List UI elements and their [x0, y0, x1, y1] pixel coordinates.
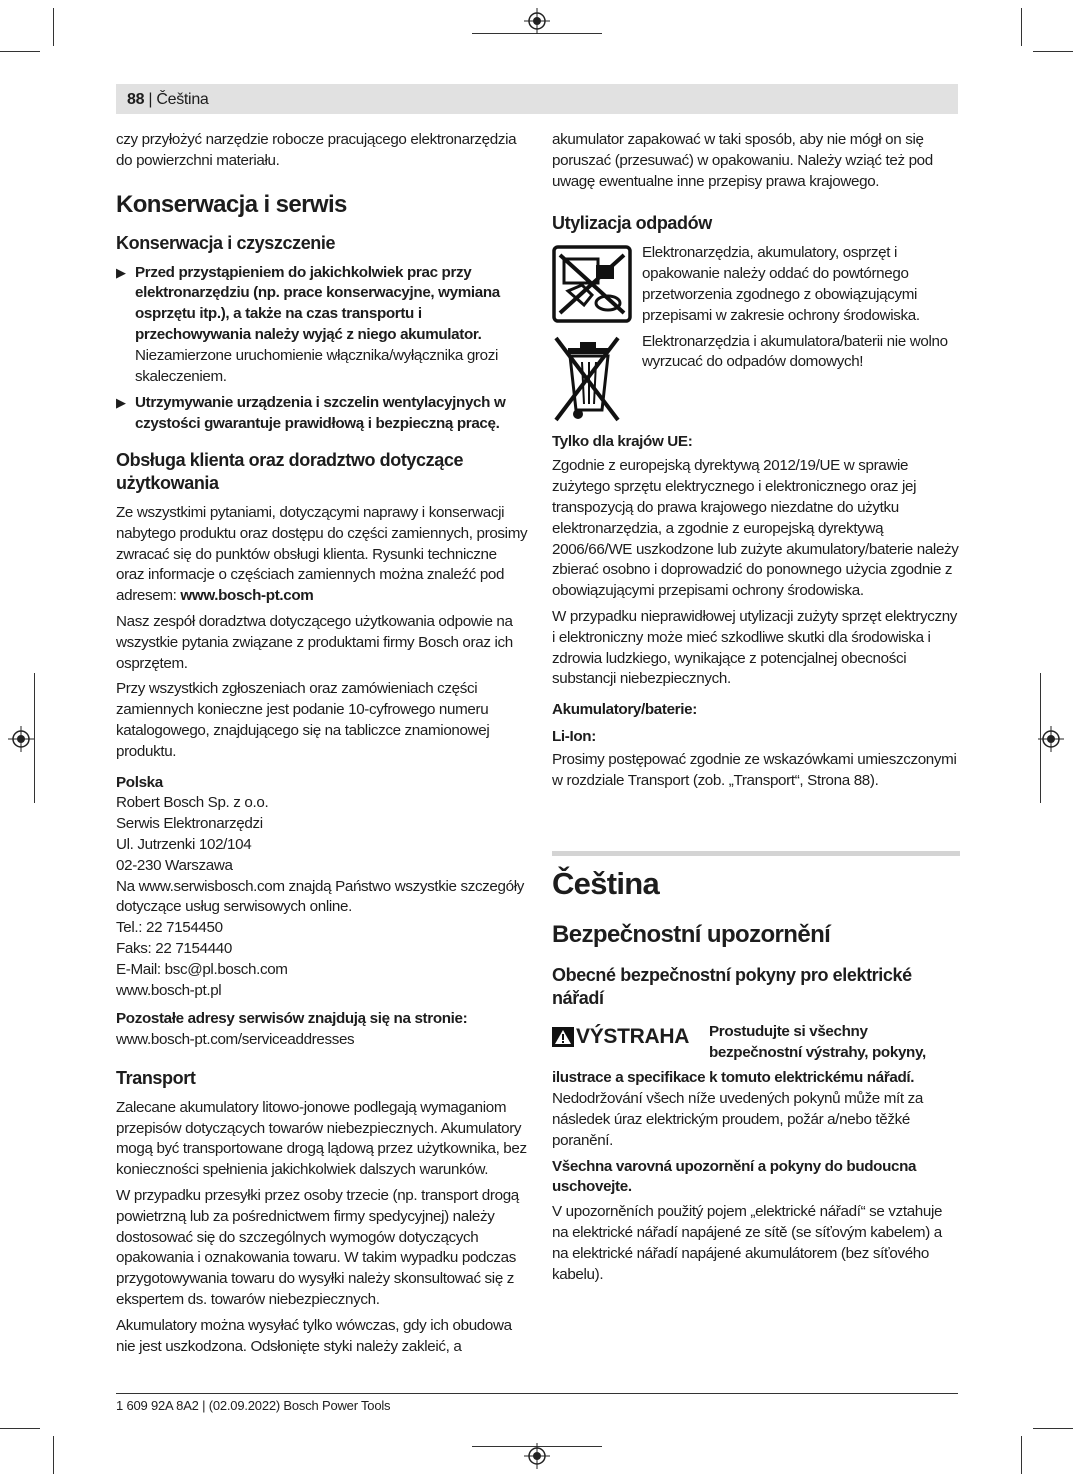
heading-maintenance-cleaning: Konserwacja i czyszczenie: [116, 232, 336, 253]
registration-target-icon: [8, 726, 34, 752]
header-separator: |: [144, 91, 157, 108]
transport-paragraph-1: Zalecane akumulatory litowo-jonowe podlegają wymaganiom przepisów dotyczących towarów niebezpiecznych. Akumulatory mogą być transportowane drogą lądową przez użytkownika, bez konieczności spełnienia jakichkolwiek dalszych warunków.: [116, 1098, 527, 1179]
address-line: Na www.serwisbosch.com znajdą Państwo wszystkie szczegóły dotyczące usług serwisowych online.: [116, 877, 524, 916]
address-line: Robert Bosch Sp. z o.o.: [116, 794, 269, 812]
intro-paragraph: czy przyłożyć narzędzie robocze pracującego elektronarzędzia do powierzchni materiału.: [116, 131, 517, 169]
crop-mark-tr-v: [1021, 8, 1022, 46]
address-line: Tel.: 22 7154450: [116, 919, 223, 937]
page-header: [127, 90, 209, 110]
crop-mark-bl-v: [53, 1436, 54, 1474]
crossed-out-wheelie-bin-icon: [552, 334, 622, 424]
registration-target-icon: [524, 1443, 550, 1469]
heading-waste-disposal: Utylizacja odpadów: [552, 213, 712, 234]
waste-paragraph-1: Elektronarzędzia, akumulatory, osprzęt i opakowanie należy oddać do powtórnego przetworzenia zgodnego z obowiązującymi przepisami w zakresie ochrony środowiska.: [642, 244, 920, 324]
heading-cestina: Čeština: [552, 866, 660, 902]
bullet-remove-battery-bold: Przed przystąpieniem do jakichkolwiek prac przy elektronarzędziu (np. prace konserwacyjne, wymiana osprzętu itp.), a także na czas transportu i przechowywania należy wyjąć z niego akumulator.: [135, 263, 500, 343]
address-line: Ul. Jutrzenki 102/104: [116, 835, 252, 853]
page-header-bar: [116, 84, 958, 114]
waste-paragraph-2: Elektronarzędzia i akumulatora/baterii nie wolno wyrzucać do odpadów domowych!: [642, 332, 948, 371]
bullet-remove-battery-text: Niezamierzone uruchomienie włącznika/wyłącznika grozi skaleczeniem.: [135, 346, 498, 385]
service-paragraph-1: [116, 503, 528, 607]
service-paragraph-2: Nasz zespół doradztwa dotyczącego użytkowania odpowie na wszystkie pytania związane z produktami firmy Bosch oraz ich osprzętem.: [116, 612, 513, 672]
warning-label: [552, 1025, 689, 1049]
crop-mark-tr-h: [1033, 51, 1073, 52]
eu-paragraph-2: W przypadku nieprawidłowej utylizacji zużyty sprzęt elektryczny i elektroniczny może mieć szkodliwe skutki dla środowiska i zdrowia ludzkiego, wynikające z potencjalnej obecności substancji niebezpiecznych.: [552, 607, 958, 688]
heading-safety-warnings: Bezpečnostní upozornění: [552, 921, 831, 949]
crop-mark-left-v: [34, 673, 35, 803]
crop-mark-tl-h: [0, 51, 40, 52]
warning-label-text: VÝSTRAHA: [576, 1025, 690, 1049]
page-footer: 1 609 92A 8A2 | (02.09.2022) Bosch Power Tools: [116, 1398, 391, 1413]
heading-batteries: Akumulatory/baterie:: [552, 701, 697, 719]
bullet-remove-battery: [116, 263, 528, 388]
service-text-1: Ze wszystkimi pytaniami, dotyczącymi naprawy i konserwacji nabytego produktu oraz dostępu do części zamiennych, prosimy zwracać się do punktów obsługi klienta. Rysunki techniczne oraz informacje o częściach zamiennych można znaleźć pod adresem:: [116, 503, 528, 605]
heading-transport: Transport: [116, 1067, 196, 1088]
heading-general-safety: Obecné bezpečnostní pokyny pro elektrické nářadí: [552, 965, 912, 1009]
crop-mark-br-h: [1033, 1428, 1073, 1429]
address-line: www.bosch-pt.pl: [116, 981, 222, 999]
address-block: [116, 793, 528, 1001]
warning-paragraph-text: Nedodržování všech níže uvedených pokynů může mít za následek úraz elektrickým proudem, požár a/nebo těžké poranění.: [552, 1090, 923, 1149]
service-paragraph-3: Przy wszystkich zgłoszeniach oraz zamówieniach części zamiennych konieczne jest podanie 10-cyfrowego numeru katalogowego, znajdującego się na tabliczce znamionowej produktu.: [116, 680, 490, 760]
heading-maintenance-service: Konserwacja i serwis: [116, 190, 347, 218]
eu-paragraph-1: Zgodnie z europejską dyrektywą 2012/19/UE w sprawie zużytego sprzętu elektrycznego i elektronicznego oraz jej transpozycją do prawa krajowego niezdatne do użytku elektronarzędzia, a zgodnie z europejską dyrektywą 2006/66/WE uszkodzone lub zużyte akumulatory/baterie należy zbierać osobno i doprowadzić do ponownego użycia zgodnie z obowiązującymi przepisami ochrony środowiska.: [552, 457, 959, 600]
registration-target-icon: [1038, 726, 1064, 752]
crop-mark-tl-v: [53, 8, 54, 46]
term-paragraph: V upozorněních použitý pojem „elektrické nářadí“ se vztahuje na elektrické nářadí napájené ze sítě (se síťovým kabelem) a na elektrické nářadí napájené akumulátorem (bez síťového kabelu).: [552, 1203, 943, 1283]
warning-row: [552, 1022, 960, 1068]
address-line: Faks: 22 7154440: [116, 939, 232, 957]
transport-continued-paragraph: akumulator zapakować w taki sposób, aby nie mógł on się poruszać (przesuwać) w opakowaniu. Należy wziąć też pod uwagę ewentualne inne przepisy prawa krajowego.: [552, 131, 933, 190]
warning-triangle-icon: [552, 1027, 574, 1047]
crop-mark-bl-h: [0, 1428, 40, 1429]
bullet-keep-clean: [116, 393, 528, 435]
footer-rule: [116, 1393, 958, 1394]
warning-text: Prostudujte si všechny bezpečnostní výstrahy, pokyny,: [709, 1023, 926, 1062]
address-line: Serwis Elektronarzędzi: [116, 815, 263, 833]
transport-paragraph-3: Akumulatory można wysyłać tylko wówczas, gdy ich obudowa nie jest uszkodzona. Odsłonięte styki należy zakleić, a: [116, 1316, 512, 1355]
page-number: 88: [127, 91, 145, 108]
waste-bin-block: [552, 332, 960, 428]
warning-paragraph: [552, 1068, 960, 1151]
registration-target-icon: [524, 8, 550, 34]
header-language: Čeština: [156, 91, 209, 108]
no-household-waste-recycling-icon: [552, 245, 632, 323]
heading-li-ion: Li-Ion:: [552, 727, 596, 745]
transport-paragraph-2: W przypadku przesyłki przez osoby trzecie (np. transport drogą powietrzną lub za pośrednictwem firmy spedycyjnej) należy dostosować się do szczególnych wymogów dotyczących opakowania i oznakowania towaru. W takim wypadku podczas przygotowywania towaru do wysyłki należy skonsultować się z ekspertem ds. towarów niebezpiecznych.: [116, 1187, 519, 1309]
service-link[interactable]: www.bosch-pt.com: [180, 587, 314, 605]
heading-polska: Polska: [116, 773, 163, 791]
bullet-keep-clean-bold: Utrzymywanie urządzenia i szczelin wentylacyjnych w czystości gwarantuje prawidłową i bezpieczną pracę.: [135, 394, 506, 433]
address-line: E-Mail: bsc@pl.bosch.com: [116, 960, 288, 978]
bullet-arrow-icon: ▶: [116, 264, 126, 280]
right-column: [552, 130, 960, 1290]
left-column: [116, 130, 528, 1362]
heading-eu-only: Tylko dla krajów UE:: [552, 432, 693, 450]
other-addresses-url[interactable]: www.bosch-pt.com/serviceaddresses: [116, 1031, 355, 1049]
warning-continued: ilustrace a specifikace k tomuto elektrickému nářadí.: [552, 1069, 915, 1087]
crop-mark-br-v: [1021, 1436, 1022, 1474]
address-line: 02-230 Warszawa: [116, 856, 233, 874]
bullet-arrow-icon: ▶: [116, 395, 126, 411]
heading-customer-service: Obsługa klienta oraz doradztwo dotyczące użytkowania: [116, 449, 464, 493]
heading-keep-instructions: Všechna varovná upozornění a pokyny do budoucna uschovejte.: [552, 1157, 917, 1196]
section-divider: [552, 851, 960, 856]
heading-other-addresses: Pozostałe adresy serwisów znajdują się na stronie:: [116, 1010, 468, 1028]
waste-recycling-block: [552, 243, 960, 326]
li-ion-paragraph: Prosimy postępować zgodnie ze wskazówkami umieszczonymi w rozdziale Transport (zob. „Transport“, Strona 88).: [552, 750, 957, 789]
